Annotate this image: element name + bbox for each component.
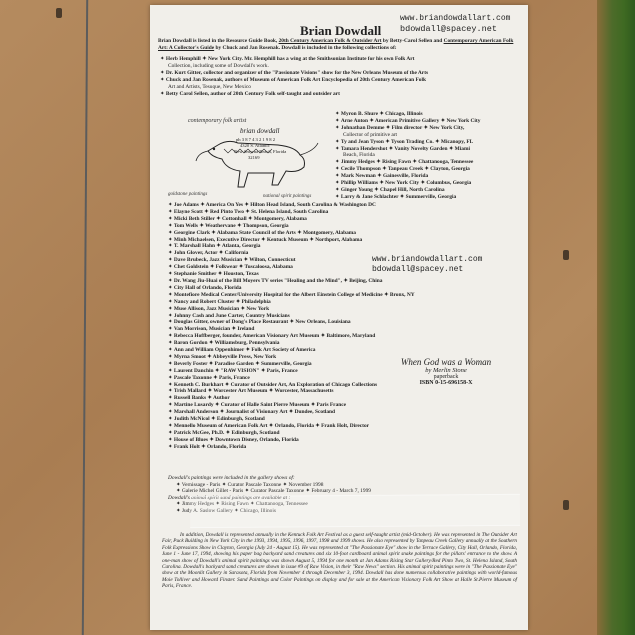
tape-strip [190,494,520,528]
list-item: ✦ Joe Adams ✦ America On Yes ✦ Hilton Head Island, South Carolina & Washington DC [168,202,376,208]
closing-paragraph: In addition, Dowdall is represented annually in the Kentuck Folk Art Festival as a guest self-taught artist (mid-October). He was represented in The Outsider Art Fair, Puck Building in New York City in the 1993, 1994, 1995, 1996, 1997, 1998 and 1999 shows. He also represented by Tanpeau Creek Gallery annually at the Southern Folk Expressions Show in Clayton, Georgia (July 24 - August 15). He was represented at "The Passionate Eye" show in the Terrace Gallery, City Hall, Orlando, Florida, June 1 - June 17, 1994, showing his paper bag backyard sand creatures and six 10-foot cardboard animal spirit snake paintings for the pillars' entrance to the show. A one-man show of Dowdall's animal spirit paintings was shown August 5, 1994 for one month at Jan Adams Rising Star Gallery/Red Pinto Two, St. Helena Island, South Carolina. Dowdall's backyard sand creatures are shown in issue #9 of Raw Vision, in their "Raw News" section. His animal spirit paintings were in "The Passionate Eye" show at the Moonlit Gallery in Sarasota, Florida from November 4 through December 3, 1994. Dowdall has done numerous collaborative paintings with world-famous Moie Tolliver and Howard Finster. Sand Paintings and Color Paintings on display and for sale at the American Visionary Folk Art Show at Halle St.Pierre Museum of Paris, France. [162,532,517,590]
availability-heading: Dowdall's animal spirit sand paintings are available at : [168,494,291,501]
list-item: ✦ Myrna Smoot ✦ Abbeyville Press, New York [168,353,277,360]
list-item: ✦ T. Marshall Hahn ✦ Atlanta, Georgia [168,243,261,250]
list-item: ✦ Chet Goldstein ✦ Folkwear ✦ Tuscaloosa, Alabama [168,264,293,271]
list-item: ✦ Ann and William Oppenhimer ✦ Folk Art Society of America [168,347,316,354]
list-item: ✦ Van Morrison, Musician ✦ Ireland [168,326,255,333]
list-item: ✦ Trish Mallard ✦ Worcester Art Museum ✦ Worcester, Massachusetts [168,388,334,395]
list-item: ✦ House of Blues ✦ Downtown Disney, Orlando, Florida [168,436,299,443]
sketch-zip: 32169 [248,155,260,160]
list-item: ✦ Dr. Kurt Gitter, collector and organizer of the "Passionate Visions" show for the New Orleans Museum of the Arts [160,69,429,76]
list-item: ✦ Phillip Williams ✦ New York City ✦ Columbus, Georgia [335,180,472,187]
list-item: ✦ Baron Gordon ✦ Williamsburg, Pennsylvania [168,340,280,347]
list-item: ✦ Laurent Danchin ✦ "RAW VISION" ✦ Paris, France [168,367,298,374]
list-item: Art and Artists, Tesuque, New Mexico [168,83,251,90]
list-item: ✦ Ty and Jean Tyson ✦ Tyson Trading Co. ✦ Micanopy, FL [335,138,474,145]
list-item: Collection, including some of Dowdall's work. [168,62,269,69]
contact-stamp-middle [372,255,482,275]
list-item: ✦ Russell Banks ✦ Author [168,395,230,402]
book-title-1: 20th Century American Folk & Outsider Art [278,38,382,44]
list-item: ✦ Larry & Jane Schlachter ✦ Summerville, Georgia [335,193,457,200]
document-sheet [150,5,528,630]
website-text: www.briandowdallart.com [372,255,483,264]
list-item: ✦ Chuck and Jan Rosenak, authors of Museum of American Folk Art Encyclopedia of 20th Century American Folk [160,76,426,83]
collections-list-right [335,111,528,201]
list-item: ✦ Myron B. Shure ✦ Chicago, Illinois [335,111,423,117]
list-item: ✦ Vernissage - Paris ✦ Curator Pascale Taxonne ✦ November 1998 [176,481,324,488]
list-item: ✦ Pascale Taxonne ✦ Paris, France [168,374,250,381]
collections-list-main [168,202,518,451]
list-item: ✦ Nancy and Robert Cluster ✦ Philadelphia [168,298,271,305]
sketch-name: brian dowdall [240,127,280,135]
list-item: ✦ Jimmy Hedges ✦ Rising Fawn ✦ Chattanooga, Tennessee [335,159,474,166]
list-item: ✦ Tamara Hendershot ✦ Vanity Novelty Garden ✦ Miami [335,145,470,152]
list-item: ✦ Martine Lusardy ✦ Curator of Halle Saint Pierre Museum ✦ Paris France [168,402,347,409]
document-title: Brian Dowdall [300,23,382,38]
list-item: ✦ Dave Brubeck, Jazz Musician ✦ Wilton, Connecticut [168,257,296,264]
sketch-top-caption: contemporary folk artist [188,118,247,124]
list-item: ✦ Cecile Thompson ✦ Tanpeau Creek ✦ Clayton, Georgia [335,166,470,173]
list-item: ✦ John Glover, Actor ✦ California [168,250,249,257]
sketch-phone: ph 3 8 7 4 3 2 1 9 8 2 [236,137,276,142]
list-item: ✦ Stephanie Smither ✦ Houston, Texas [168,271,259,278]
gallery-heading: Dowdall's paintings were included in the gallery shows of: [168,475,295,481]
list-item: ✦ Georgine Clark ✦ Alabama State Council of the Arts ✦ Montgomery, Alabama [168,229,356,236]
intro-part: by Chuck and Jan Rosenak. Dowdall is included in the following collections of: [214,44,397,51]
list-item: ✦ Herb Hemphill ✦ New York City. Mr. Hemphill has a wing at the Smithsonian Institute for his own Folk Art [160,56,415,62]
list-item: ✦ Ginger Young ✦ Chapel Hill, North Carolina [335,186,445,193]
list-item: ✦ Rebecca Hoffberger, founder, American Visionary Art Museum ✦ Baltimore, Maryland [168,333,376,340]
list-item: ✦ Jimmy Hedges ✦ Rising Fawn ✦ Chattanooga, Tennessee [176,501,308,508]
list-item: ✦ Marshall Anderson ✦ Journalist of Visionary Art ✦ Dundee, Scotland [168,409,336,416]
list-item: ✦ Arne Anton ✦ American Primitive Gallery ✦ New York City [335,117,481,124]
list-item: ✦ Montefiore Medical Center/University Hospital for the Albert Einstein College of Medicine ✦ Bronx, NY [168,291,415,298]
book-format: paperback [433,374,459,380]
book-reference-stamp [386,357,506,386]
email-text: bdowdall@spacey.net [372,265,464,274]
sketch-left-caption: goldstone paintings [168,192,208,197]
list-item: ✦ Minh Michaelsen, Executive Director ✦ Kentuck Museum ✦ Northport, Alabama [168,236,363,243]
book-isbn: ISBN 0-15-696158-X [419,380,473,386]
list-item: ✦ Mark Newman ✦ Gainesville, Florida [335,173,429,180]
contact-stamp-top [400,13,510,35]
list-item: ✦ Frank Holt ✦ Orlando, Florida [168,443,247,450]
website-text: www.briandowdallart.com [400,14,511,23]
nail [56,8,62,18]
list-item: ✦ Judy A. Saslow Gallery ✦ Chicago, Illinois [176,507,276,514]
intro-paragraph [158,38,520,51]
sketch-bottom-caption: national spirit paintings [263,194,312,199]
list-item: ✦ Betty Carol Sellen, author of 20th Century Folk self-taught and outsider art [160,90,340,97]
sketch-address: 4320 S. Atlantic [240,143,270,148]
list-item: ✦ Kenneth C. Burkhart ✦ Curator of Outsider Art, An Exploration of Chicago Collections [168,381,378,388]
list-item: ✦ Johnny Cash and June Carter, Country Musicians [168,312,290,319]
sketch-city: New Smyrna Beach, Florida [234,149,287,154]
book-author: by Merlin Stone [425,367,467,374]
collections-list-top [160,56,429,97]
list-item: ✦ Beverly Foster ✦ Paradise Garden ✦ Summerville, Georgia [168,360,312,367]
list-item: ✦ Elayne Scott ✦ Red Pinto Two ✦ St. Helena Island, South Carolina [168,208,329,215]
green-frame-edge [597,0,635,635]
list-item: ✦ Tom Wells ✦ Weathervane ✦ Thompson, Georgia [168,222,289,229]
list-item: ✦ Patrick McGee, Ph.D. ✦ Edinburgh, Scotland [168,429,280,436]
list-item: ✦ Galerie Michel Gillet - Paris ✦ Curator Pascale Taxonne ✦ February 4 - March 7, 1999 [176,488,371,495]
list-item: Beach, Florida [343,152,375,159]
list-item: ✦ Douglas Gitter, owner of Dong's Place Restaurant ✦ New Orleans, Louisiana [168,319,351,326]
list-item: ✦ Micki Beth Stiller ✦ Cottonhall ✦ Montgomery, Alabama [168,215,307,222]
list-item: ✦ Dr. Wang Jiu-Huai of the Bill Moyers TV series "Healing and the Mind", ✦ Beijing, China [168,277,383,284]
intro-part: Brian Dowdall is listed in the Resource Guide Book, [158,38,279,44]
book-title-2: Contemporary American Folk Art: A Collector's Guide [158,38,514,51]
nail [563,250,569,260]
list-item: ✦ Johnathan Demme ✦ Film director ✦ New York City, [335,124,465,131]
list-item: ✦ City Hall of Orlando, Florida [168,284,242,291]
intro-part: by Betty-Carol Sellen and [381,38,444,44]
email-text: bdowdall@spacey.net [400,24,497,34]
list-item: ✦ Muse Allison, Jazz Musician ✦ New York [168,305,270,312]
dog-sketch-drawing [168,115,328,200]
list-item: ✦ Judith McNicol ✦ Edinburgh, Scotland [168,416,265,423]
list-item: ✦ Mennello Museum of American Folk Art ✦ Orlando, Florida ✦ Frank Holt, Director [168,423,370,429]
nail [563,500,569,510]
list-item: Collector of primitive art [343,131,398,138]
book-title: When God was a Woman [400,357,492,367]
